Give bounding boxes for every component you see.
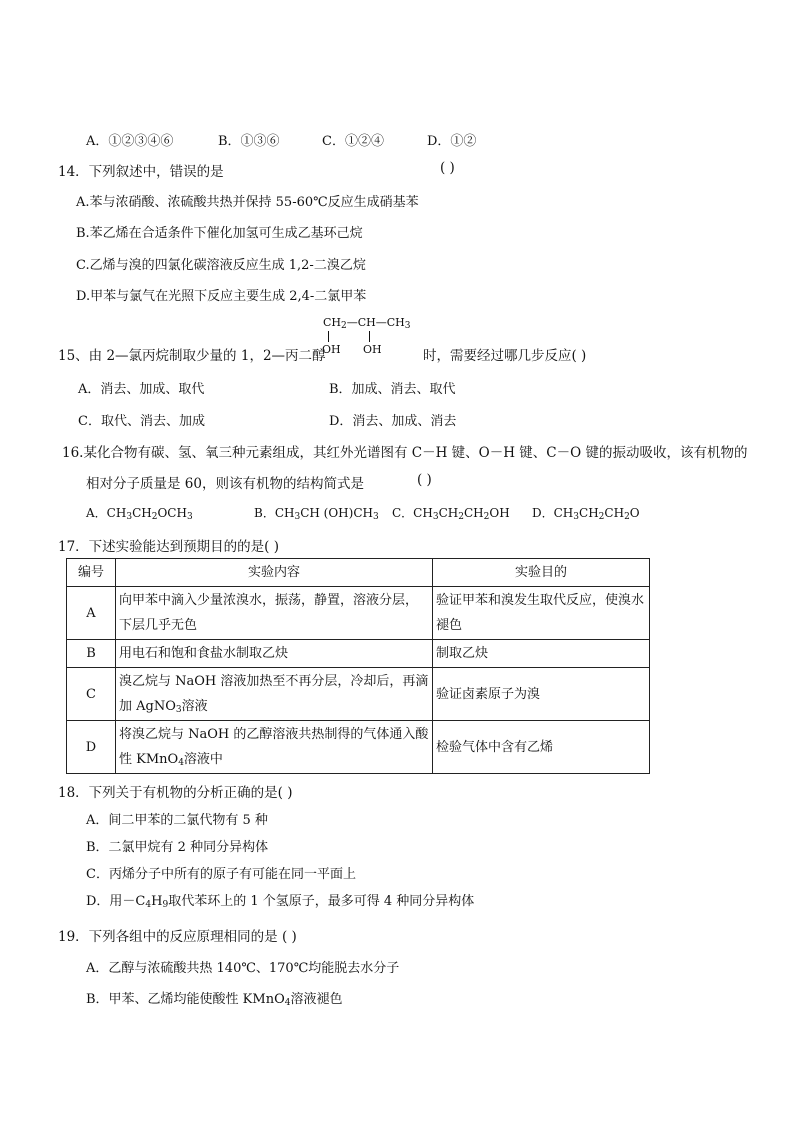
q13-option-b: B．①③⑥ bbox=[218, 134, 280, 149]
row-content: 用电石和饱和食盐水制取乙炔 bbox=[116, 640, 433, 668]
q13-option-c: C．①②④ bbox=[322, 134, 384, 149]
q18-option-a: A．间二甲苯的二氯代物有 5 种 bbox=[86, 813, 268, 828]
formula-bond-line-2 bbox=[369, 331, 370, 342]
q16-option-c: C．$CH_3CH_2CH_2OH$ bbox=[392, 506, 510, 522]
row-content: 将溴乙烷与 NaOH 的乙醇溶液共热制得的气体通入酸性 KMnO$_4$溶液中 bbox=[116, 721, 433, 774]
table-row bbox=[67, 587, 650, 640]
q16-option-b: B．$CH_3CH$ $(OH)CH_3$ bbox=[254, 506, 379, 522]
q14-option-a: A.苯与浓硝酸、浓硫酸共热并保持 55-60℃反应生成硝基苯 bbox=[76, 195, 419, 210]
table-header-row bbox=[67, 559, 650, 587]
header-purpose: 实验目的 bbox=[433, 559, 650, 587]
q15-option-a: A．消去、加成、取代 bbox=[78, 382, 205, 397]
row-purpose: 验证卤素原子为溴 bbox=[433, 668, 650, 721]
q14-option-d: D.甲苯与氯气在光照下反应主要生成 2,4-二氯甲苯 bbox=[76, 289, 367, 304]
q19-option-a: A．乙醇与浓硫酸共热 140℃、170℃均能脱去水分子 bbox=[86, 961, 400, 976]
q16-stem-line2: 相对分子质量是 60，则该有机物的结构简式是 bbox=[86, 476, 364, 492]
q14-answer-paren: ( ) bbox=[440, 160, 455, 176]
formula-bond-line-1 bbox=[328, 331, 329, 342]
q16-option-a: A．$CH_3CH_2OCH_3$ bbox=[86, 506, 193, 522]
q14-stem: 14．下列叙述中，错误的是 bbox=[58, 164, 224, 180]
table-row bbox=[67, 668, 650, 721]
row-id: D bbox=[67, 721, 116, 774]
q18-option-b: B．二氯甲烷有 2 种同分异构体 bbox=[86, 840, 269, 855]
row-content: 向甲苯中滴入少量浓溴水，振荡，静置，溶液分层，下层几乎无色 bbox=[116, 587, 433, 640]
q18-option-d: D．用$-C_4H_9$取代苯环上的 1 个氢原子，最多可得 4 种同分异构体 bbox=[86, 894, 475, 910]
row-id: C bbox=[67, 668, 116, 721]
row-id: A bbox=[67, 587, 116, 640]
q17-stem: 17．下述实验能达到预期目的的是( ) bbox=[58, 539, 280, 555]
table-row bbox=[67, 640, 650, 668]
row-id: B bbox=[67, 640, 116, 668]
q18-stem: 18．下列关于有机物的分析正确的是( ) bbox=[58, 785, 293, 801]
q15-option-d: D．消去、加成、消去 bbox=[329, 414, 457, 429]
q14-option-c: C.乙烯与溴的四氯化碳溶液反应生成 1,2-二溴乙烷 bbox=[76, 258, 366, 273]
row-content: 溴乙烷与 NaOH 溶液加热至不再分层，冷却后，再滴加 AgNO$_3$溶液 bbox=[116, 668, 433, 721]
propanediol-structural-formula: $CH_2—CH—CH_3$ bbox=[323, 316, 411, 331]
q18-option-c: C．丙烯分子中所有的原子有可能在同一平面上 bbox=[86, 867, 356, 882]
q14-option-b: B.苯乙烯在合适条件下催化加氢可生成乙基环己烷 bbox=[76, 226, 363, 241]
q15-option-b: B．加成、消去、取代 bbox=[329, 382, 456, 397]
q19-stem: 19．下列各组中的反应原理相同的是 ( ) bbox=[58, 929, 297, 945]
row-purpose: 验证甲苯和溴发生取代反应，使溴水褪色 bbox=[433, 587, 650, 640]
q19-option-b: B．甲苯、乙烯均能使酸性 KMnO$_4$溶液褪色 bbox=[86, 992, 343, 1008]
q13-option-d: D．①② bbox=[427, 134, 477, 149]
row-purpose: 检验气体中含有乙烯 bbox=[433, 721, 650, 774]
q13-option-a: A．①②③④⑥ bbox=[86, 134, 174, 149]
header-id: 编号 bbox=[67, 559, 116, 587]
q16-option-d: D．$CH_3CH_2CH_2O$ bbox=[532, 506, 640, 522]
table-row bbox=[67, 721, 650, 774]
formula-oh-left: OH bbox=[322, 343, 341, 356]
q16-stem-line1: 16.某化合物有碳、氢、氧三种元素组成，其红外光谱图有 C－H 键、O－H 键、C－O 键的振动吸收，该有机物的 bbox=[62, 445, 748, 461]
row-purpose: 制取乙炔 bbox=[433, 640, 650, 668]
header-content: 实验内容 bbox=[116, 559, 433, 587]
formula-oh-right: OH bbox=[363, 343, 382, 356]
q16-answer-paren: ( ) bbox=[417, 472, 432, 488]
q15-option-c: C．取代、消去、加成 bbox=[78, 414, 205, 429]
experiment-table bbox=[66, 558, 650, 774]
q15-stem-tail: 时，需要经过哪几步反应( ) bbox=[423, 348, 587, 364]
q15-stem: 15、由 2—氯丙烷制取少量的 1，2—丙二醇 bbox=[58, 348, 326, 364]
